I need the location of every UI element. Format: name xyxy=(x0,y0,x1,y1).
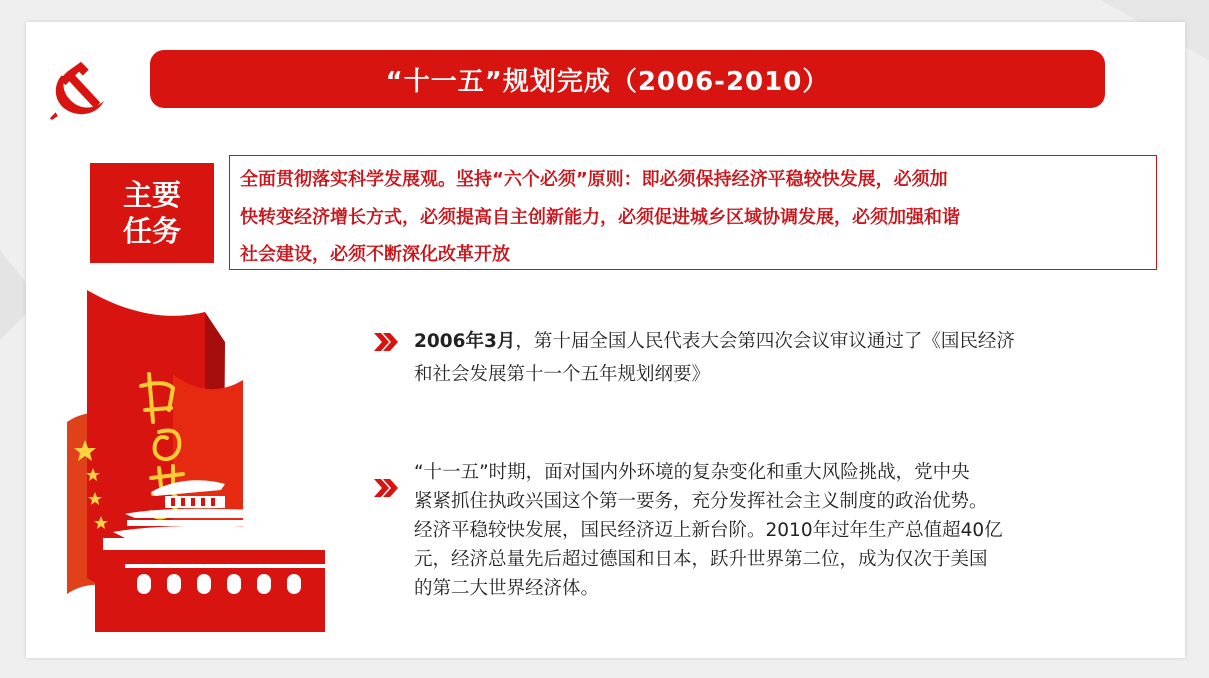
task-text-line: 社会建设，必须不断深化改革开放 xyxy=(240,244,510,265)
point-2-line: 经济平稳较快发展，国民经济迈上新台阶。2010年过年生产总值超40亿 xyxy=(414,520,1003,541)
page-title: “十一五”规划完成（2006-2010） xyxy=(385,66,830,97)
double-chevron-icon xyxy=(372,331,398,353)
point-2-line: “十一五”时期，面对国内外环境的复杂变化和重大风险挑战，党中央 xyxy=(414,462,970,483)
point-2-line: 紧紧抓住执政兴国这个第一要务，充分发挥社会主义制度的政治优势。 xyxy=(414,491,988,512)
main-task-label xyxy=(90,163,214,263)
double-chevron-icon xyxy=(372,477,398,499)
task-text-line: 全面贯彻落实科学发展观。坚持“六个必须”原则：即必须保持经济平稳较快发展，必须加 xyxy=(240,169,948,190)
task-label-line2: 任务 xyxy=(122,214,181,248)
task-text-line: 快转变经济增长方式，必须提高自主创新能力，必须促进城乡区域协调发展，必须加强和谐 xyxy=(240,206,960,228)
point-2-text xyxy=(414,458,1003,603)
party-emblem-icon xyxy=(48,58,110,120)
china-dream-illustration xyxy=(55,282,345,632)
point-1-line2: 和社会发展第十一个五年规划纲要》 xyxy=(414,364,711,385)
point-1-text xyxy=(414,325,1015,391)
title-banner xyxy=(150,50,1105,108)
point-2-line: 的第二大世界经济体。 xyxy=(414,578,600,599)
point-2-line: 元，经济总量先后超过德国和日本，跃升世界第二位，成为仅次于美国 xyxy=(414,549,988,570)
point-1-line1: ，第十届全国人民代表大会第四次会议审议通过了《国民经济 xyxy=(515,331,1015,352)
main-task-box xyxy=(229,155,1157,270)
point-1-date: 2006年3月 xyxy=(414,331,516,352)
task-label-line1: 主要 xyxy=(122,178,181,212)
